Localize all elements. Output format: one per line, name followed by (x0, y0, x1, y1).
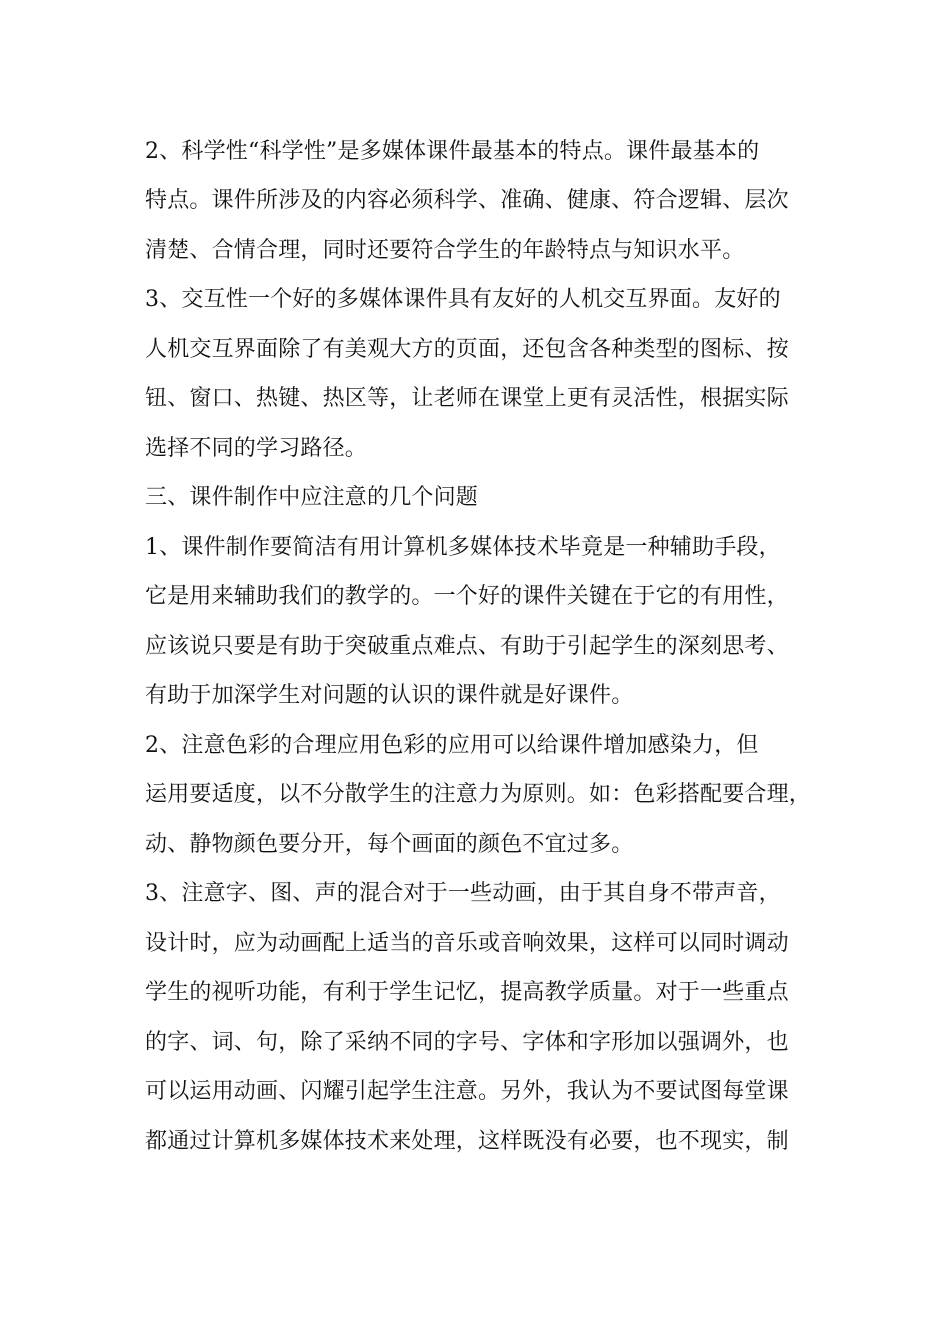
section-heading: 三、课件制作中应注意的几个问题 (145, 485, 479, 510)
text-line: 的字、词、句，除了采纳不同的字号、字体和字形加以强调外，也 (145, 1030, 789, 1055)
text-line: 应该说只要是有助于突破重点难点、有助于引起学生的深刻思考、 (145, 634, 789, 659)
text-line: 设计时，应为动画配上适当的音乐或音响效果，这样可以同时调动 (145, 931, 789, 956)
text-line: 它是用来辅助我们的教学的。一个好的课件关键在于它的有用性， (145, 584, 789, 609)
text-line: 2、注意色彩的合理应用色彩的应用可以给课件增加感染力，但 (145, 733, 759, 758)
text-line: 选择不同的学习路径。 (145, 436, 368, 461)
text-line: 3、交互性一个好的多媒体课件具有友好的人机交互界面。友好的 (145, 287, 781, 312)
text-line: 学生的视听功能，有利于学生记忆，提高教学质量。对于一些重点 (145, 980, 789, 1005)
text-line: 清楚、合情合理，同时还要符合学生的年龄特点与知识水平。 (145, 238, 745, 263)
text-line: 1、课件制作要简洁有用计算机多媒体技术毕竟是一种辅助手段， (145, 535, 781, 560)
text-line: 特点。课件所涉及的内容必须科学、准确、健康、符合逻辑、层次 (145, 188, 789, 213)
text-line: 有助于加深学生对问题的认识的课件就是好课件。 (145, 683, 634, 708)
text-line: 动、静物颜色要分开，每个画面的颜色不宜过多。 (145, 832, 634, 857)
text-line: 都通过计算机多媒体技术来处理，这样既没有必要，也不现实，制 (145, 1129, 789, 1154)
text-line: 2、科学性“科学性”是多媒体课件最基本的特点。课件最基本的 (145, 139, 760, 164)
text-line: 钮、窗口、热键、热区等，让老师在课堂上更有灵活性，根据实际 (145, 386, 789, 411)
text-line: 3、注意字、图、声的混合对于一些动画，由于其自身不带声音， (145, 881, 781, 906)
text-line: 人机交互界面除了有美观大方的页面，还包含各种类型的图标、按 (145, 337, 789, 362)
text-line: 可以运用动画、闪耀引起学生注意。另外，我认为不要试图每堂课 (145, 1079, 789, 1104)
text-line: 运用要适度，以不分散学生的注意力为原则。如：色彩搭配要合理， (145, 782, 812, 807)
